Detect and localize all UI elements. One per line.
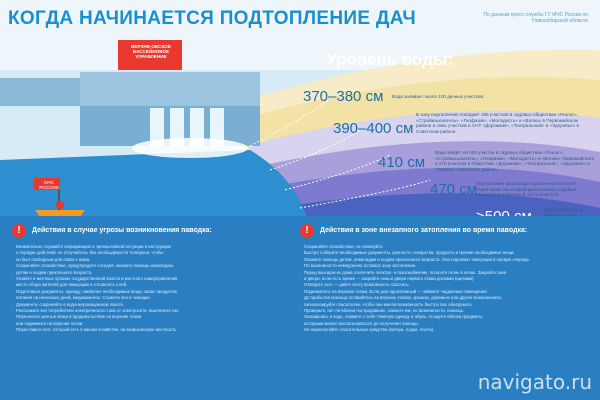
list-item: · Отведите скот — дайте скоту возможность спастись. — [300, 282, 590, 288]
list-item: · Внимательно слушайте информацию о чрезвычайной ситуации и инструкции — [12, 244, 282, 250]
level-description: Вода заливает около 100 дачных участков. — [392, 94, 485, 99]
source-note: По данным пресс-службы ГУ МЧС России по Новосибирской области — [483, 12, 588, 24]
list-item: · Проверьте, нет ли вблизи пострадавших, окажите им, по возможности, помощь. — [300, 308, 590, 314]
list-item: · Оказавшись в воде, снимите с себя тяжёлую одежду и обувь, отыщите вблизи предметы, — [300, 314, 590, 320]
list-item: · он был свободным для связи с вами. — [12, 257, 282, 263]
list-item: · Расскажите все потребители электрического тока от электросети, выключите газ. — [12, 308, 282, 314]
threat-actions-column — [12, 224, 282, 334]
list-item: · и двери, если есть время — закройте окна и двери первого этажа досками (щитами). — [300, 276, 590, 282]
list-item: · По возможности немедленно оставьте зону затопления. — [300, 263, 590, 269]
level-range: 370–380 см — [303, 88, 384, 105]
dam-label: ВЕРХНЕ-ОБСКОЕ БАССЕЙНОВОЕ УПРАВЛЕНИЕ — [131, 44, 171, 60]
watermark: navigato.ru — [477, 370, 592, 394]
level-description: Вода зайдёт на 304 участка в садовых обществах «Геолог», «Стройизыскатель», «Геофизик», «Молодость» и «Волна» Первомайского и 270 участков в обществах «Дорожник», «Театральный», «Здоровье» и «Тулина» Советского района — [435, 150, 595, 172]
level-range: 410 см — [378, 154, 426, 171]
water-level-title: Уровень воды: — [326, 50, 454, 69]
alert-icon: ! — [300, 224, 314, 238]
list-item: · До прибытия помощи оставайтесь на верхних этажах, крышах, деревьях или других возвышениях, — [300, 295, 590, 301]
list-item: · Узнайте в местных органах государственной власти и местного самоуправления — [12, 276, 282, 282]
list-item: · Сохраняйте спокойствие, предупредите соседей, окажите помощь инвалидам, — [12, 263, 282, 269]
column-title: Действия в зоне внезапного затопления во время паводка: — [320, 227, 528, 234]
flood-actions-column — [300, 224, 590, 334]
list-item: · детям и людям преклонного возраста. — [12, 270, 282, 276]
list-item: · о порядке действий, не отлучайтесь без необходимости телефона, чтобы — [12, 250, 282, 256]
list-item: · Переставьте скот, который есть в вашем хозяйстве, на возвышенную местность. — [12, 327, 282, 333]
list-item: · Окажите помощь детям, инвалидам и людям преклонного возраста. Они подлежат эвакуации в первую очередь. — [300, 257, 590, 263]
list-item: · питания на несколько дней, медикаменты. Сложите все в чемодан. — [12, 295, 282, 301]
list-item: · Перенесите ценные вещи и продовольствие на верхние этажи — [12, 314, 282, 320]
list-item: · Не переполняйте спасательные средства (катера, лодки, плоты). — [300, 327, 590, 333]
list-item: · Быстро соберите необходимые документы, ценности, лекарства, продукты и прочие необходимые вещи. — [300, 250, 590, 256]
column-title: Действия в случае угрозы возникновения паводка: — [32, 227, 212, 234]
alert-icon: ! — [12, 224, 26, 238]
flood-illustration — [0, 40, 600, 230]
list-item: · Поднимитесь на верхние этажи. Если дом одноэтажный — займите чердачные помещения. — [300, 289, 590, 295]
list-item: · место сбора жителей для эвакуации и готовьтесь к ней. — [12, 282, 282, 288]
list-item: · Перед выходом из дома отключите электро- и газоснабжение, погасите огонь в печах. Закройте окна — [300, 270, 590, 276]
list-item: · Подготовьте документы, одежду, наиболее необходимые вещи, запас продуктов — [12, 289, 282, 295]
level-range: 390–400 см — [333, 120, 414, 137]
level-description: Вода доберётся до — [544, 207, 585, 212]
list-item: · или поднимите на верхние полки. — [12, 321, 282, 327]
list-item: · сигнализируйте спасателям, чтобы они имели возможность быстро вас обнаружить. — [300, 302, 590, 308]
level-description: В зону подтопления попадает 195 участков в садовых обществах «Геолог», «Стройизыскатель», «Геофизик», «Молодость» и «Волна» в Первомайском районе и семь участков в СНТ «Дорожник», «Театральный» и «Здоровье» в Советском районе. — [416, 112, 579, 134]
page-title: КОГДА НАЧИНАЕТСЯ ПОДТОПЛЕНИЕ ДАЧ — [8, 8, 416, 29]
boat-flag-label: МЧС РОССИИ — [39, 180, 59, 190]
level-range: 470 см — [430, 181, 478, 198]
list-item: · Сохраняйте спокойствие, не паникуйте. — [300, 244, 590, 250]
list-item: · Документы сохраняйте в водонепроницаемом пакете. — [12, 302, 282, 308]
list-item: · которыми можно воспользоваться до получения помощи. — [300, 321, 590, 327]
level-description: Подтопление происходит практически по всей территории, на которой расположены садовые общества в пойменной части реки Обь. — [476, 181, 577, 198]
